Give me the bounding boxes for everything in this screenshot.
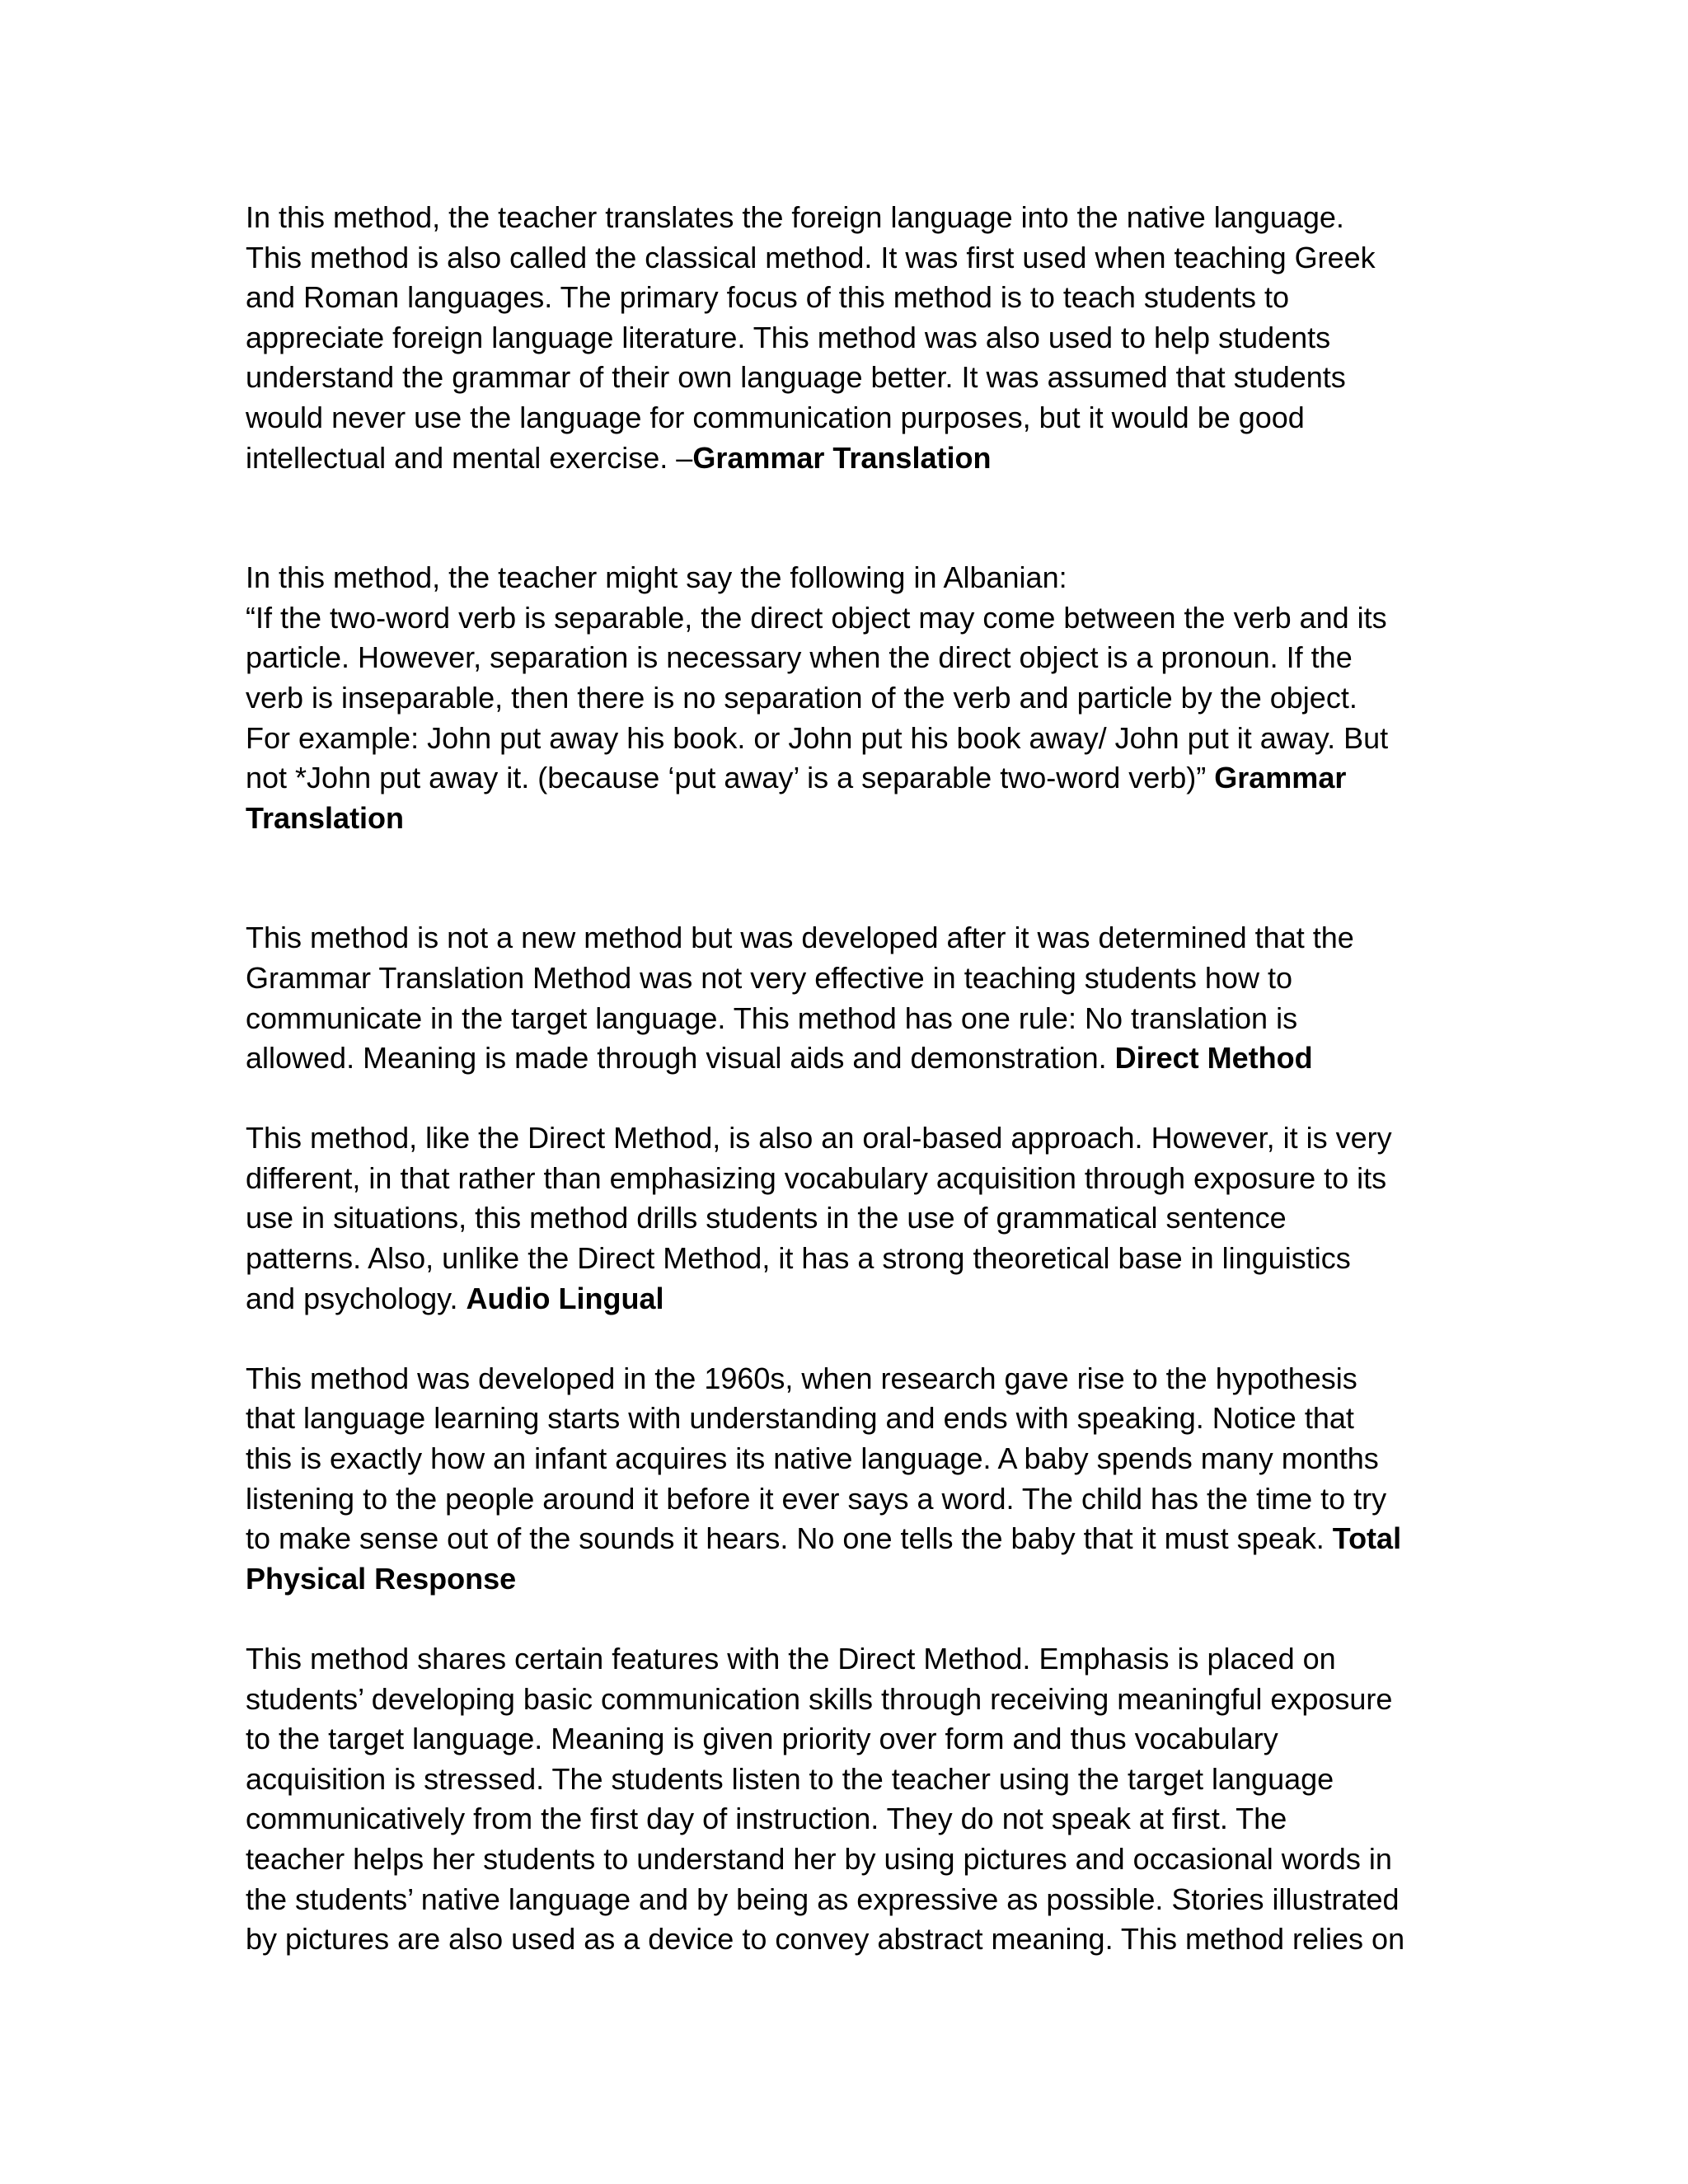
paragraph-line: use in situations, this method drills students in the use of grammatical sentence <box>246 1201 1287 1235</box>
answer-label: Translation <box>246 800 405 835</box>
paragraph-line: Grammar Translation Method was not very effective in teaching students how to <box>246 960 1292 995</box>
paragraph-total-physical-response <box>246 1359 1457 1600</box>
paragraph-line: students’ developing basic communication skills through receiving meaningful exposure <box>246 1681 1393 1716</box>
paragraph-spacer <box>246 1079 1457 1119</box>
paragraph-grammar-translation-1 <box>246 198 1457 478</box>
paragraph-spacer <box>246 838 1457 918</box>
paragraph-line: that language learning starts with understanding and ends with speaking. Notice that <box>246 1401 1354 1436</box>
paragraph-line: different, in that rather than emphasizing vocabulary acquisition through exposure to its <box>246 1160 1387 1195</box>
paragraph-line: “If the two-word verb is separable, the direct object may come between the verb and its <box>246 600 1387 635</box>
paragraph-line: acquisition is stressed. The students listen to the teacher using the target language <box>246 1761 1334 1796</box>
paragraph-line: verb is inseparable, then there is no separation of the verb and particle by the object. <box>246 680 1357 715</box>
paragraph-line: listening to the people around it before it ever says a word. The child has the time to try <box>246 1481 1387 1516</box>
paragraph-line: teacher helps her students to understand her by using pictures and occasional words in <box>246 1841 1392 1876</box>
paragraph-line: This method shares certain features with the Direct Method. Emphasis is placed on <box>246 1642 1336 1675</box>
paragraph-grammar-translation-2 <box>246 558 1457 838</box>
paragraph-spacer <box>246 478 1457 558</box>
paragraph-line-with-answer <box>246 1279 1457 1319</box>
paragraph-line-with-answer <box>246 438 1457 479</box>
paragraph-line-text: intellectual and mental exercise. – <box>246 440 693 475</box>
paragraph-line: to the target language. Meaning is given priority over form and thus vocabulary <box>246 1722 1278 1756</box>
paragraph-line: In this method, the teacher might say the following in Albanian: <box>246 560 1067 595</box>
paragraph-line-text: not *John put away it. (because ‘put away’ is a separable two-word verb)” <box>246 761 1215 795</box>
paragraph-line: patterns. Also, unlike the Direct Method, it has a strong theoretical base in linguistics <box>246 1241 1351 1276</box>
paragraph-line: This method, like the Direct Method, is also an oral-based approach. However, it is very <box>246 1121 1392 1155</box>
paragraph-line-text: and psychology. <box>246 1281 467 1315</box>
paragraph-line-with-answer <box>246 1038 1457 1079</box>
paragraph-spacer <box>246 1599 1457 1639</box>
paragraph-line: appreciate foreign language literature. This method was also used to help students <box>246 320 1331 354</box>
answer-label: Physical Response <box>246 1561 517 1596</box>
paragraph-line: In this method, the teacher translates the foreign language into the native language. <box>246 200 1344 234</box>
paragraph-line: by pictures are also used as a device to convey abstract meaning. This method relies on <box>246 1922 1405 1957</box>
paragraph-line: communicatively from the first day of instruction. They do not speak at first. The <box>246 1802 1287 1836</box>
paragraph-direct-method <box>246 918 1457 1078</box>
paragraph-spacer <box>246 1319 1457 1359</box>
paragraph-line-with-answer <box>246 758 1457 799</box>
paragraph-audio-lingual <box>246 1118 1457 1319</box>
paragraph-line: this is exactly how an infant acquires its native language. A baby spends many months <box>246 1441 1379 1476</box>
paragraph-line: This method is not a new method but was developed after it was determined that the <box>246 921 1354 955</box>
paragraph-line: For example: John put away his book. or John put his book away/ John put it away. But <box>246 720 1389 755</box>
answer-label: Total <box>1332 1521 1402 1556</box>
paragraph-line: communicate in the target language. This method has one rule: No translation is <box>246 1001 1298 1035</box>
paragraph-line: the students’ native language and by being as expressive as possible. Stories illustrated <box>246 1882 1400 1916</box>
paragraph-line-with-answer <box>246 1519 1457 1559</box>
answer-label: Grammar <box>1214 761 1347 795</box>
paragraph-line-text: allowed. Meaning is made through visual aids and demonstration. <box>246 1041 1115 1076</box>
paragraph-line-text: to make sense out of the sounds it hears. No one tells the baby that it must speak. <box>246 1521 1333 1556</box>
answer-label: Audio Lingual <box>466 1281 664 1315</box>
document-body <box>246 198 1457 1960</box>
paragraph-line: understand the grammar of their own language better. It was assumed that students <box>246 360 1346 395</box>
paragraph-line: would never use the language for communication purposes, but it would be good <box>246 400 1305 434</box>
paragraph-line: This method was developed in the 1960s, when research gave rise to the hypothesis <box>246 1361 1357 1395</box>
paragraph-natural-approach <box>246 1639 1457 1960</box>
answer-label: Direct Method <box>1114 1041 1313 1076</box>
paragraph-line: particle. However, separation is necessary when the direct object is a pronoun. If the <box>246 640 1353 675</box>
answer-label: Grammar Translation <box>692 440 992 475</box>
paragraph-line: This method is also called the classical method. It was first used when teaching Greek <box>246 240 1376 274</box>
paragraph-line: and Roman languages. The primary focus of this method is to teach students to <box>246 280 1290 315</box>
